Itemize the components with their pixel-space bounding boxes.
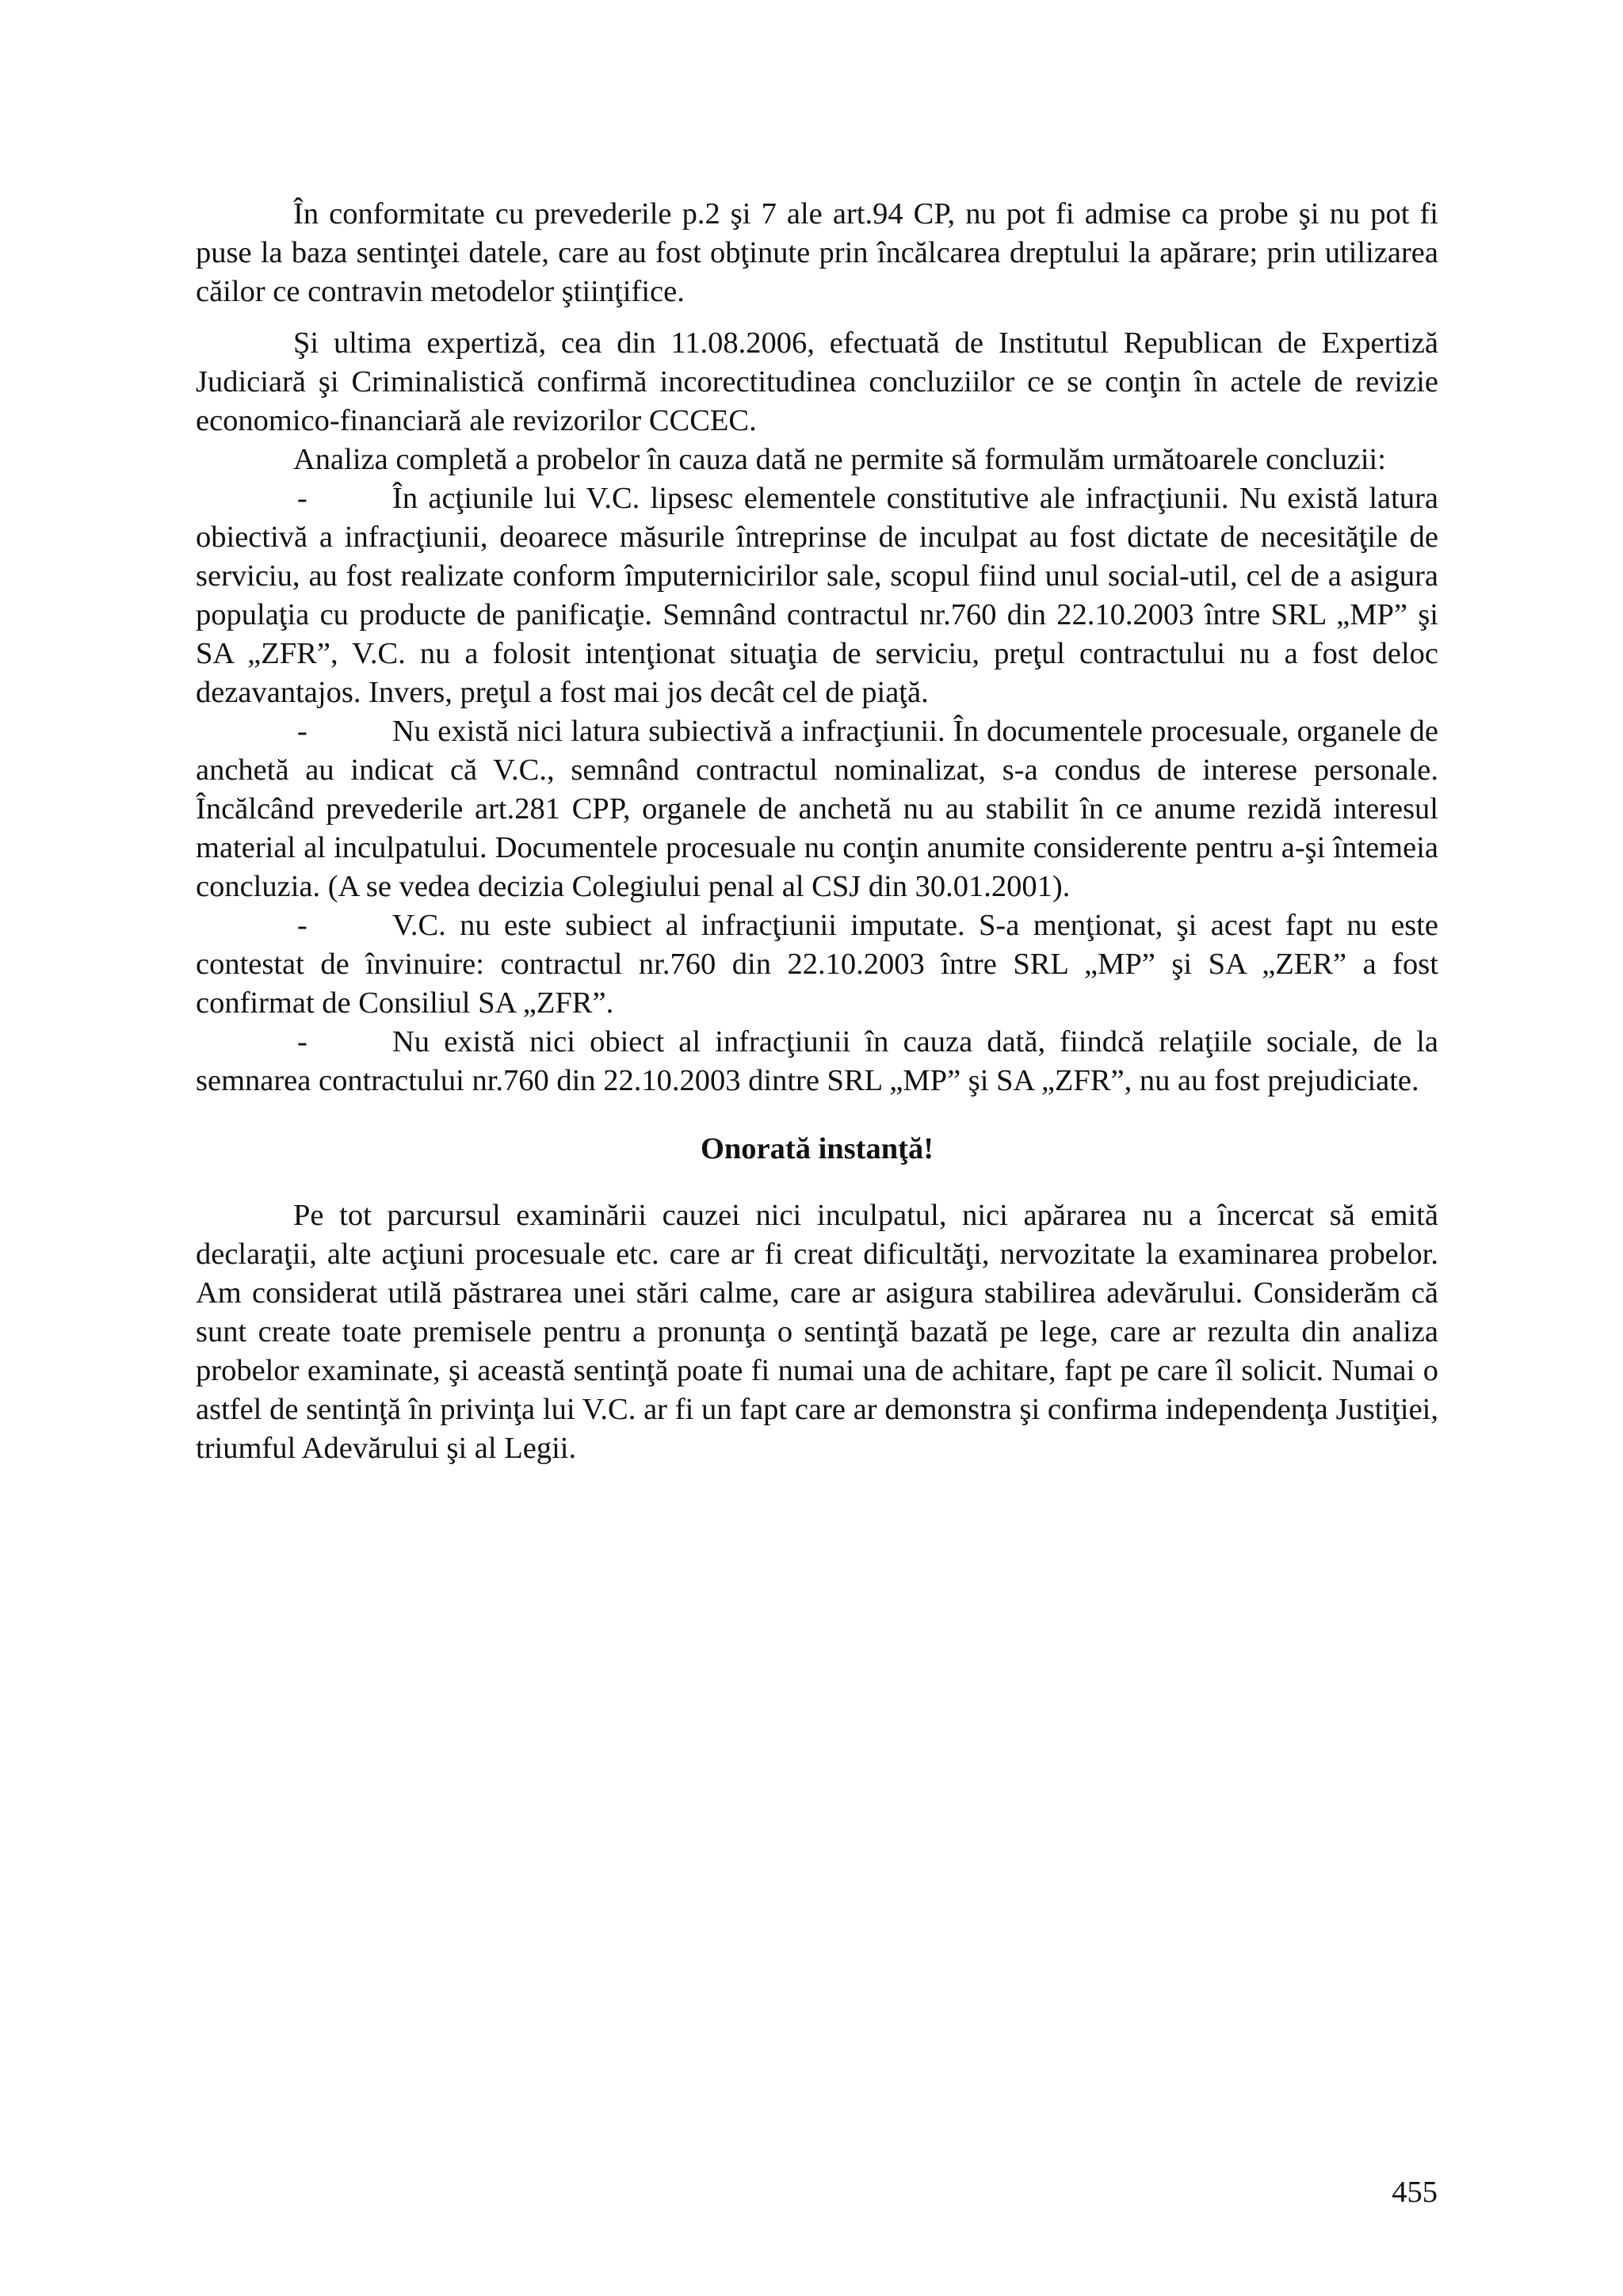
list-item <box>196 906 1438 1023</box>
list-dash: - <box>297 482 307 515</box>
page-number: 455 <box>1392 2176 1438 2209</box>
document-body <box>196 195 1438 1468</box>
list-dash: - <box>297 715 307 748</box>
paragraph-analysis-intro: Analiza completă a probelor în cauza dată ne permite să formulăm următoarele concluzii: <box>293 443 1386 476</box>
section-heading: Onorată instanţă! <box>700 1132 934 1165</box>
list-item <box>196 1023 1438 1100</box>
paragraph-expertise: Şi ultima expertiză, cea din 11.08.2006, efectuată de Institutul Republican de Expertiză Judiciară şi Criminalistică confirmă incorectitudinea concluziilor ce se conţin în actele de revizie economico-financiară ale revizorilor CCCEC. <box>196 326 1438 437</box>
list-item <box>196 479 1438 712</box>
paragraph-evidence-admissibility: În conformitate cu prevederile p.2 şi 7 ale art.94 CP, nu pot fi admise ca probe şi nu pot fi puse la baza sentinţei datele, care au fost obţinute prin încălcarea dreptului la apărare; prin utilizarea căilor ce contravin metodelor ştiinţifice. <box>196 197 1438 308</box>
list-item-text: În acţiunile lui V.C. lipsesc elementele constitutive ale infracţiunii. Nu există latura obiectivă a infracţiunii, deoarece măsurile întreprinse de inculpat au fost dictate de necesităţile de serviciu, au fost realizate conform împuternicirilor sale, scopul fiind unul social-util, cel de a asigura populaţia cu producte de panificaţie. Semnând contractul nr.760 din 22.10.2003 între SRL „MP” şi SA „ZFR”, V.C. nu a folosit intenţionat situaţia de serviciu, preţul contractului nu a fost deloc dezavantajos. Invers, preţul a fost mai jos decât cel de piaţă. <box>196 482 1438 709</box>
list-item-text: Nu există nici latura subiectivă a infracţiunii. În documentele procesuale, organele de anchetă au indicat că V.C., semnând contractul nominalizat, s-a condus de interese personale. Încălcând prevederile art.281 CPP, organele de anchetă nu au stabilit în ce anume rezidă interesul material al inculpatului. Documentele procesuale nu conţin anumite considerente pentru a-şi întemeia concluzia. (A se vedea decizia Colegiului penal al CSJ din 30.01.2001). <box>196 715 1438 903</box>
list-dash: - <box>297 909 307 942</box>
list-dash: - <box>297 1025 307 1058</box>
list-item-text: V.C. nu este subiect al infracţiunii imputate. S-a menţionat, şi acest fapt nu este contestat de învinuire: contractul nr.760 din 22.10.2003 între SRL „MP” şi SA „ZER” a fost confirmat de Consiliul SA „ZFR”. <box>196 909 1438 1020</box>
paragraph-closing: Pe tot parcursul examinării cauzei nici inculpatul, nici apărarea nu a încercat să emită declaraţii, alte acţiuni procesuale etc. care ar fi creat dificultăţi, nervozitate la examinarea probelor. Am considerat utilă păstrarea unei stări calme, care ar asigura stabilirea adevărului. Considerăm că sunt create toate premisele pentru a pronunţa o sentinţă bazată pe lege, care ar rezulta din analiza probelor examinate, şi această sentinţă poate fi numai una de achitare, fapt pe care îl solicit. Numai o astfel de sentinţă în privinţa lui V.C. ar fi un fapt care ar demonstra şi confirma independenţa Justiţiei, triumful Adevărului şi al Legii. <box>196 1199 1438 1465</box>
list-item <box>196 712 1438 906</box>
list-item-text: Nu există nici obiect al infracţiunii în cauza dată, fiindcă relaţiile sociale, de la semnarea contractului nr.760 din 22.10.2003 dintre SRL „MP” şi SA „ZFR”, nu au fost prejudiciate. <box>196 1025 1438 1097</box>
